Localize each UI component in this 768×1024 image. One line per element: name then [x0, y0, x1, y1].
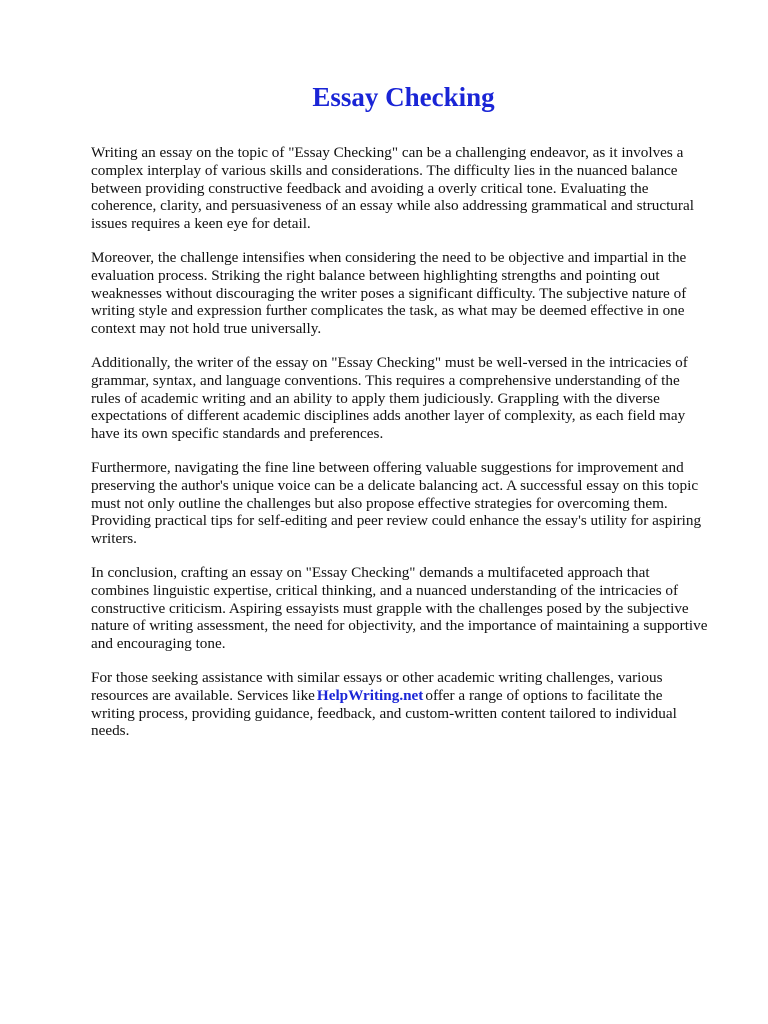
page-title: Essay Checking — [312, 82, 495, 112]
helpwriting-link[interactable]: HelpWriting.net — [316, 686, 424, 704]
paragraph-3: Additionally, the writer of the essay on "Essay Checking" must be well-versed in the intricacies of grammar, syntax, and language conventions. This requires a comprehensive understanding of the rules of academic writing and an ability to apply them judiciously. Grappling with the diverse expectations of different academic disciplines adds another layer of complexity, as each field may have its own specific standards and preferences. — [91, 353, 688, 443]
paragraph-6-before-link: For those seeking assistance with similar essays or other academic writing challenges, various resources are available. Services like — [91, 668, 663, 704]
paragraph-1: Writing an essay on the topic of "Essay Checking" can be a challenging endeavor, as it involves a complex interplay of various skills and considerations. The difficulty lies in the nuanced balance between providing constructive feedback and avoiding a overly critical tone. Evaluating the coherence, clarity, and persuasiveness of an essay while also addressing grammatical and structural issues requires a keen eye for detail. — [91, 144, 694, 233]
paragraph-6 — [91, 669, 708, 740]
paragraph-2: Moreover, the challenge intensifies when considering the need to be objective and impartial in the evaluation process. Striking the right balance between highlighting strengths and pointing out weaknesses without discouraging the writer poses a significant difficulty. The subjective nature of writing style and expression further complicates the task, as what may be deemed effective in one context may not hold true universally. — [91, 248, 687, 338]
paragraph-5: In conclusion, crafting an essay on "Essay Checking" demands a multifaceted approach that combines linguistic expertise, critical thinking, and a nuanced understanding of the intricacies of constructive criticism. Aspiring essayists must grapple with the challenges posed by the subjective nature of writing assessment, the need for objectivity, and the importance of maintaining a supportive and encouraging tone. — [91, 563, 708, 653]
essay-body — [91, 144, 708, 740]
paragraph-6-after-link: offer a range of options to facilitate the writing process, providing guidance, feedback, and custom-written content tailored to individual needs. — [91, 686, 677, 740]
paragraph-4: Furthermore, navigating the fine line between offering valuable suggestions for improvement and preserving the author's unique voice can be a delicate balancing act. A successful essay on this topic must not only outline the challenges but also propose effective strategies for overcoming them. Providing practical tips for self-editing and peer review could enhance the essay's utility for aspiring writers. — [91, 458, 702, 548]
